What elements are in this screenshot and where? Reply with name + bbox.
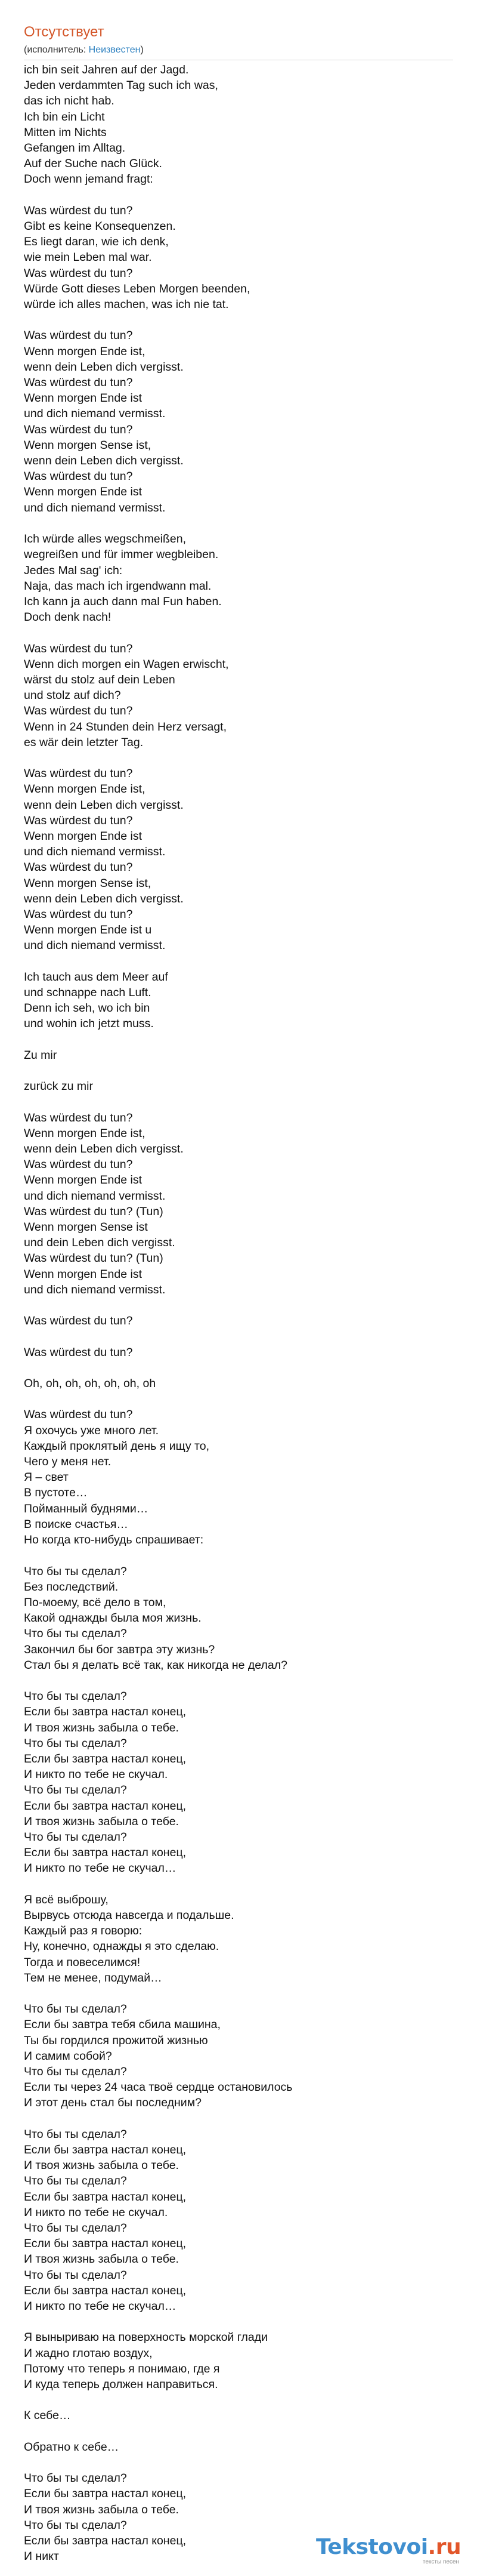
logo-tagline: тексты песен [422,2559,459,2565]
logo-name: Tekstovoi [316,2535,428,2559]
song-header [0,0,477,60]
performer-suffix: ) [140,45,144,55]
logo-domain: .ru [428,2535,461,2559]
song-title: Отсутствует [24,24,104,40]
performer-link[interactable]: Неизвестен [88,45,141,55]
lyrics-text: ich bin seit Jahren auf der Jagd. Jeden verdammten Tag such ich was, das ich nicht hab. Ich bin ein Licht Mitten im Nichts Gefangen im Alltag. Auf der Suche nach Glück. Doch wenn jemand fragt: Was würdest du tun? Gibt es keine Konsequenzen. Es liegt daran, wie ich denk, wie mein Leben mal war. Was würdest du tun? Würde Gott dieses Leben Morgen beenden, würde ich alles machen, was ich nie tat. Was würdest du tun? Wenn morgen Ende ist, wenn dein Leben dich vergisst. Was würdest du tun? Wenn morgen Ende ist und dich niemand vermisst. Was würdest du tun? Wenn morgen Sense ist, wenn dein Leben dich vergisst. Was würdest du tun? Wenn morgen Ende ist und dich niemand vermisst. Ich würde alles wegschmeißen, wegreißen und für immer wegbleiben. Jedes Mal sag' ich: Naja, das mach ich irgendwann mal. Ich kann ja auch dann mal Fun haben. Doch denk nach! Was würdest du tun? Wenn dich morgen ein Wagen erwischt, wärst du stolz auf dein Leben und stolz auf dich? Was würdest du tun? Wenn in 24 Stunden dein Herz versagt, es wär dein letzter Tag. Was würdest du tun? Wenn morgen Ende ist, wenn dein Leben dich vergisst. Was würdest du tun? Wenn morgen Ende ist und dich niemand vermisst. Was würdest du tun? Wenn morgen Sense ist, wenn dein Leben dich vergisst. Was würdest du tun? Wenn morgen Ende ist u und dich niemand vermisst. Ich tauch aus dem Meer auf und schnappe nach Luft. Denn ich seh, wo ich bin und wohin ich jetzt muss. Zu mir zurück zu mir Was würdest du tun? Wenn morgen Ende ist, wenn dein Leben dich vergisst. Was würdest du tun? Wenn morgen Ende ist und dich niemand vermisst. Was würdest du tun? (Tun) Wenn morgen Sense ist und dein Leben dich vergisst. Was würdest du tun? (Tun) Wenn morgen Ende ist und dich niemand vermisst. Was würdest du tun? Was würdest du tun? Oh, oh, oh, oh, oh, oh, oh Was würdest du tun? Я охочусь уже много лет. Каждый проклятый день я ищу то, Чего у меня нет. Я – свет В пустоте… Пойманный буднями… В поиске счастья… Но когда кто-нибудь спрашивает: Что бы ты сделал? Без последствий. По-моему, всё дело в том, Какой однажды была моя жизнь. Что бы ты сделал? Закончил бы бог завтра эту жизнь? Стал бы я делать всё так, как никогда не делал? Что бы ты сделал? Если бы завтра настал конец, И твоя жизнь забыла о тебе. Что бы ты сделал? Если бы завтра настал конец, И никто по тебе не скучал. Что бы ты сделал? Если бы завтра настал конец, И твоя жизнь забыла о тебе. Что бы ты сделал? Если бы завтра настал конец, И никто по тебе не скучал… Я всё выброшу, Вырвусь отсюда навсегда и подальше. Каждый раз я говорю: Ну, конечно, однажды я это сделаю. Тогда и повеселимся! Тем не менее, подумай… Что бы ты сделал? Если бы завтра тебя сбила машина, Ты бы гордился прожитой жизнью И самим собой? Что бы ты сделал? Если ты через 24 часа твоё сердце остановилось И этот день стал бы последним? Что бы ты сделал? Если бы завтра настал конец, И твоя жизнь забыла о тебе. Что бы ты сделал? Если бы завтра настал конец, И никто по тебе не скучал. Что бы ты сделал? Если бы завтра настал конец, И твоя жизнь забыла о тебе. Что бы ты сделал? Если бы завтра настал конец, И никто по тебе не скучал… Я выныриваю на поверхность морской глади И жадно глотаю воздух, Потому что теперь я понимаю, где я И куда теперь должен направиться. К себе… Обратно к себе… Что бы ты сделал? Если бы завтра настал конец, И твоя жизнь забыла о тебе. Что бы ты сделал? Если бы завтра настал конец, И никт [24,63,293,2563]
site-logo[interactable] [316,2537,459,2564]
performer-line [24,44,453,60]
performer-prefix: (исполнитель: [24,45,89,55]
logo-wordmark [316,2537,459,2558]
